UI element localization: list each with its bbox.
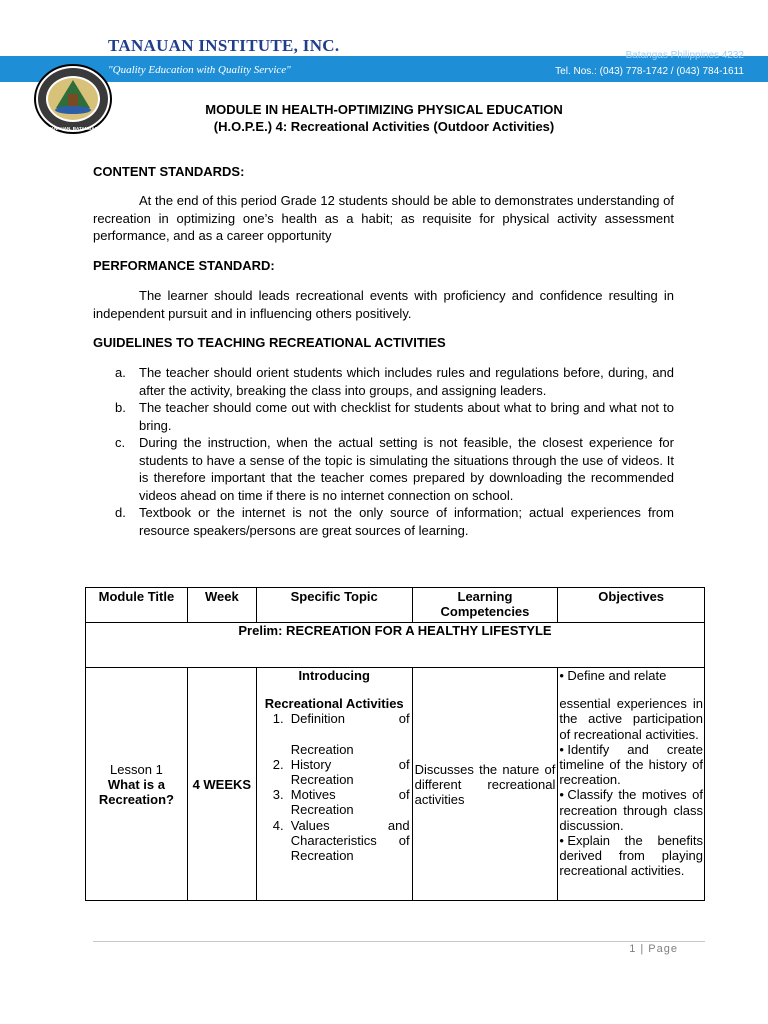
content-standards-heading: CONTENT STANDARDS: xyxy=(93,164,245,179)
topic-text: Characteristics of Recreation xyxy=(290,832,410,864)
performance-standard-heading: PERFORMANCE STANDARD: xyxy=(93,258,275,273)
institution-motto: "Quality Education with Quality Service" xyxy=(108,64,291,76)
topic-item-4 xyxy=(259,818,410,833)
objective-item-2 xyxy=(559,742,703,788)
objective-item-1-cont xyxy=(559,696,703,742)
guidelines-heading: GUIDELINES TO TEACHING RECREATIONAL ACTIVITIES xyxy=(93,335,446,350)
module-subtitle: (H.O.P.E.) 4: Recreational Activities (Outdoor Activities) xyxy=(213,119,555,134)
topic-item-4-cont xyxy=(259,833,410,863)
topic-item-3-cont xyxy=(259,802,410,817)
guideline-item-b xyxy=(115,399,674,434)
guidelines-list xyxy=(115,364,674,539)
lesson-cell xyxy=(86,668,188,901)
lesson-title: What is a Recreation? xyxy=(98,776,174,807)
topic-text: Recreation xyxy=(290,741,354,757)
svg-text:TANAUAN, BATANGAS: TANAUAN, BATANGAS xyxy=(48,126,98,131)
institution-address: Batangas Philippines 4232 xyxy=(625,50,744,61)
objectives-cell xyxy=(558,668,705,901)
table-row-prelim xyxy=(86,623,705,668)
weeks-cell: 4 WEEKS xyxy=(187,668,256,901)
performance-standard-paragraph xyxy=(93,287,674,322)
guideline-text: During the instruction, when the actual setting is not feasible, the closest experience for students to have a sense of the topic is simulating the situations through the use of videos. It is therefore important that the teacher comes prepared by downloading the recommended videos ahead on time if there is no internet connection on school. xyxy=(139,435,674,503)
topic-item-2 xyxy=(259,757,410,772)
objective-text: Define and relate xyxy=(567,668,667,683)
topic-number: 3. xyxy=(272,787,284,803)
topic-text: Recreation xyxy=(290,802,354,818)
objective-text: Identify and create timeline of the history of recreation. xyxy=(559,741,703,788)
topic-text: Values and xyxy=(290,817,410,833)
column-header-specific-topic: Specific Topic xyxy=(256,588,412,623)
guideline-text: The teacher should come out with checklist for students about what to bring and what not to bring. xyxy=(139,400,674,433)
bullet-icon: • xyxy=(559,668,564,683)
institution-telephone: Tel. Nos.: (043) 778-1742 / (043) 784-1611 xyxy=(555,66,744,77)
guideline-text: The teacher should orient students which includes rules and regulations before, during, and after the activity, breaking the class into groups, and assigning leaders. xyxy=(139,365,674,398)
guideline-label: b. xyxy=(115,400,126,415)
topic-text: Definition of xyxy=(290,711,410,727)
content-standards-text: At the end of this period Grade 12 students should be able to demonstrates understanding of recreation in optimizing one’s health as a habit; as requisite for physical activity assessment performance, and as a career opportunity xyxy=(93,193,674,243)
guideline-item-c xyxy=(115,434,674,504)
objective-text: Classify the motives of recreation through class discussion. xyxy=(559,787,703,833)
column-header-module-title: Module Title xyxy=(86,588,188,623)
topic-number: 4. xyxy=(272,817,284,833)
topic-item-3 xyxy=(259,787,410,802)
performance-standard-text: The learner should leads recreational events with proficiency and confidence resulting in independent pursuit and in influencing others positively. xyxy=(93,288,674,321)
objective-text: Explain the benefits derived from playing recreational activities. xyxy=(559,833,703,879)
module-title: MODULE IN HEALTH-OPTIMIZING PHYSICAL EDUCATION xyxy=(205,102,563,117)
institution-name: TANAUAN INSTITUTE, INC. xyxy=(108,36,340,55)
competency-text: Discusses the nature of different recreational activities xyxy=(414,761,556,807)
guideline-item-d xyxy=(115,504,674,539)
topic-text: Motives of xyxy=(290,787,410,803)
bullet-icon: • xyxy=(559,833,564,849)
column-header-objectives: Objectives xyxy=(558,588,705,623)
content-standards-paragraph xyxy=(93,192,674,245)
objective-item-4 xyxy=(559,833,703,879)
guideline-label: d. xyxy=(115,505,126,520)
page-label: | Page xyxy=(640,943,678,955)
topic-heading-line-1: Introducing xyxy=(298,668,370,683)
page-number: 1 xyxy=(629,943,637,955)
table-row-lesson-1 xyxy=(86,668,705,901)
guideline-label: c. xyxy=(115,435,126,450)
topic-number: 1. xyxy=(272,711,284,727)
bullet-icon: • xyxy=(559,787,564,803)
objective-text: essential experiences in the active participation of recreational activities. xyxy=(559,696,703,742)
bullet-icon: • xyxy=(559,741,564,757)
lesson-number: Lesson 1 xyxy=(110,761,163,777)
table-header-row xyxy=(86,588,705,623)
module-table xyxy=(85,587,705,901)
topic-number: 2. xyxy=(272,756,284,772)
guideline-text: Textbook or the internet is not the only source of information; actual experiences from resource speakers/persons are great sources of learning. xyxy=(139,505,674,538)
column-header-week: Week xyxy=(187,588,256,623)
guideline-label: a. xyxy=(115,365,126,380)
footer-divider xyxy=(93,941,705,942)
page-footer xyxy=(629,943,678,955)
objective-item-1 xyxy=(559,668,703,683)
topic-text: Recreation xyxy=(290,772,354,788)
topic-item-1-cont xyxy=(259,742,410,757)
topic-item-2-cont xyxy=(259,772,410,787)
prelim-title: Prelim: RECREATION FOR A HEALTHY LIFESTYLE xyxy=(86,623,705,668)
column-header-learning-competencies: Learning Competencies xyxy=(412,588,558,623)
competency-cell xyxy=(412,668,558,901)
topic-text: History of xyxy=(290,756,410,772)
topic-item-1 xyxy=(259,711,410,726)
topic-cell xyxy=(256,668,412,901)
guideline-item-a xyxy=(115,364,674,399)
objective-item-3 xyxy=(559,787,703,833)
topic-heading-line-2: Recreational Activities xyxy=(264,696,404,712)
